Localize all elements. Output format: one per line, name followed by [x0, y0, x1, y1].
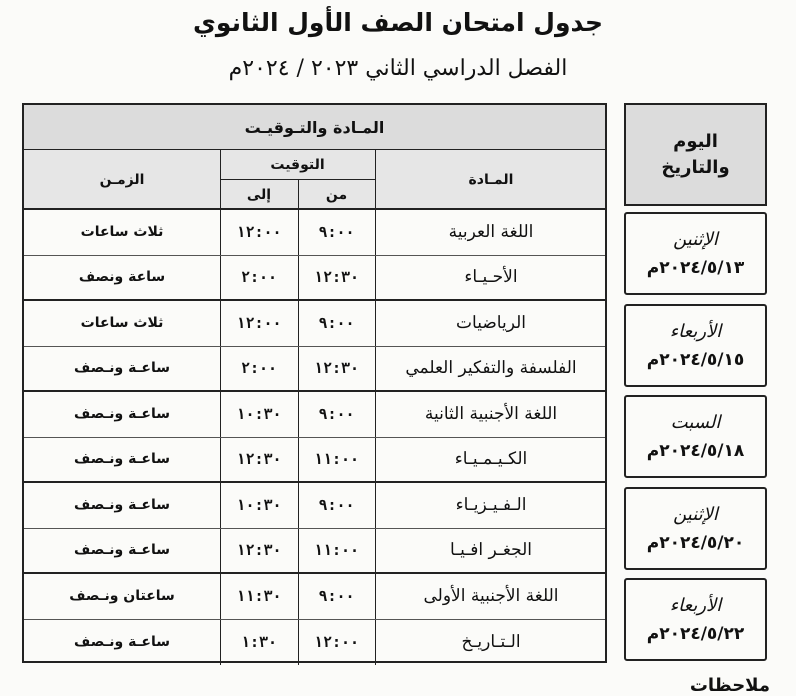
- day-name: الإثنين: [673, 503, 718, 525]
- divider: [298, 529, 299, 573]
- to-header: إلى: [246, 187, 272, 203]
- subject-cell: الكـيـمـيـاء: [454, 449, 528, 470]
- to-time-cell: ١١:٣٠: [236, 587, 282, 606]
- from-time-cell: ٩:٠٠: [318, 314, 355, 333]
- divider: [298, 347, 299, 391]
- subject-cell: الـتـاريـخ: [461, 632, 521, 653]
- divider: [298, 574, 299, 619]
- timing-header: التوقيت: [220, 150, 375, 180]
- subject-cell: اللغة العربية: [448, 222, 534, 243]
- duration-cell: ساعـة ونـصف: [74, 451, 170, 468]
- to-time-cell: ١٢:٣٠: [236, 541, 282, 560]
- divider: [298, 620, 299, 666]
- day-header-line2: والتاريخ: [661, 156, 730, 178]
- day-column: [624, 103, 767, 663]
- from-time-cell: ٩:٠٠: [318, 223, 355, 242]
- divider: [298, 483, 299, 528]
- divider: [220, 574, 221, 619]
- day-box: [624, 212, 767, 295]
- divider: [375, 150, 376, 208]
- duration-cell: ثلاث ساعات: [80, 224, 164, 241]
- column-header-row: [24, 150, 605, 210]
- from-time-cell: ٩:٠٠: [318, 587, 355, 606]
- subject-cell: الـفـيـزيـاء: [455, 495, 527, 516]
- from-time-cell: ١١:٠٠: [313, 541, 360, 560]
- duration-cell: ساعة ونصف: [78, 269, 166, 286]
- to-time-cell: ١٠:٣٠: [236, 405, 282, 424]
- divider: [220, 256, 221, 300]
- divider: [220, 529, 221, 573]
- day-name: الأربعاء: [669, 595, 722, 616]
- table-row: [24, 301, 605, 347]
- to-time-cell: ١:٣٠: [240, 633, 278, 652]
- duration-cell: ساعـة ونـصف: [74, 497, 170, 514]
- day-box: [624, 487, 767, 570]
- table-row: [24, 438, 605, 484]
- subject-cell: اللغة الأجنبية الأولى: [423, 586, 559, 607]
- to-time-cell: ١٢:٠٠: [236, 223, 282, 242]
- divider: [375, 256, 376, 300]
- divider: [220, 392, 221, 437]
- divider: [298, 256, 299, 300]
- day-name: الأربعاء: [669, 320, 722, 342]
- from-time-cell: ١٢:٠٠: [313, 633, 360, 652]
- divider: [298, 392, 299, 437]
- duration-cell: ثلاث ساعات: [80, 315, 164, 332]
- table-row: [24, 347, 605, 393]
- from-time-cell: ٩:٠٠: [318, 496, 355, 515]
- divider: [220, 347, 221, 391]
- table-row: [24, 529, 605, 575]
- table-row: [24, 392, 605, 438]
- to-time-cell: ١٢:٠٠: [236, 314, 282, 333]
- divider: [298, 301, 299, 346]
- day-box: [624, 395, 767, 478]
- subject-cell: الفلسفة والتفكير العلمي: [405, 358, 577, 379]
- table-row: [24, 210, 605, 256]
- page-title: جدول امتحان الصف الأول الثانوي: [193, 8, 603, 37]
- divider: [375, 347, 376, 391]
- table-row: [24, 620, 605, 666]
- divider: [220, 150, 221, 208]
- notes-label: ملاحظات: [689, 675, 770, 696]
- divider: [220, 210, 221, 255]
- to-time-cell: ١٠:٣٠: [236, 496, 282, 515]
- divider: [298, 210, 299, 255]
- day-name: الإثنين: [673, 229, 718, 250]
- day-date: ٢٠٢٤/٥/١٨م: [646, 441, 745, 461]
- divider: [375, 483, 376, 528]
- duration-cell: ساعـة ونـصف: [74, 542, 170, 559]
- day-date: ٢٠٢٤/٥/١٥م: [646, 349, 745, 370]
- divider: [220, 483, 221, 528]
- day-date: ٢٠٢٤/٥/١٣م: [646, 258, 745, 278]
- day-header: [624, 103, 767, 206]
- duration-header: الزمـن: [99, 172, 145, 188]
- divider: [375, 301, 376, 346]
- table-row: [24, 483, 605, 529]
- divider: [375, 574, 376, 619]
- day-header-line1: اليوم: [673, 131, 718, 153]
- page-subtitle: الفصل الدراسي الثاني ٢٠٢٣ / ٢٠٢٤م: [228, 56, 568, 81]
- group-header: المـادة والتـوقيـت: [24, 105, 605, 150]
- divider: [220, 301, 221, 346]
- duration-cell: ساعتان ونـصف: [69, 588, 175, 605]
- from-time-cell: ١١:٠٠: [313, 450, 360, 469]
- subject-cell: الجغـر افـيـا: [450, 540, 532, 561]
- to-time-cell: ٢:٠٠: [240, 268, 278, 287]
- divider: [375, 529, 376, 573]
- to-time-cell: ١٢:٣٠: [236, 450, 282, 469]
- day-box: [624, 578, 767, 661]
- divider: [298, 438, 299, 482]
- divider: [375, 620, 376, 666]
- duration-cell: ساعـة ونـصف: [74, 634, 170, 651]
- divider: [298, 180, 299, 208]
- day-date: ٢٠٢٤/٥/٢٢م: [646, 624, 745, 644]
- divider: [375, 210, 376, 255]
- to-time-cell: ٢:٠٠: [240, 359, 278, 378]
- divider: [220, 438, 221, 482]
- day-box: [624, 304, 767, 387]
- exam-schedule-table: [22, 103, 607, 663]
- table-row: [24, 256, 605, 302]
- divider: [375, 438, 376, 482]
- from-time-cell: ١٢:٣٠: [313, 359, 360, 378]
- subject-cell: اللغة الأجنبية الثانية: [424, 404, 558, 425]
- from-time-cell: ١٢:٣٠: [313, 268, 360, 287]
- table-row: [24, 574, 605, 620]
- day-name: السبت: [670, 412, 721, 433]
- subject-cell: الرياضيات: [456, 313, 526, 334]
- divider: [220, 620, 221, 666]
- duration-cell: ساعـة ونـصف: [74, 406, 170, 423]
- divider: [375, 392, 376, 437]
- subject-cell: الأحـيـاء: [464, 267, 518, 288]
- from-time-cell: ٩:٠٠: [318, 405, 355, 424]
- subject-header: المـادة: [468, 172, 514, 188]
- duration-cell: ساعـة ونـصف: [74, 360, 170, 377]
- day-date: ٢٠٢٤/٥/٢٠م: [646, 532, 745, 553]
- from-header: من: [325, 187, 348, 203]
